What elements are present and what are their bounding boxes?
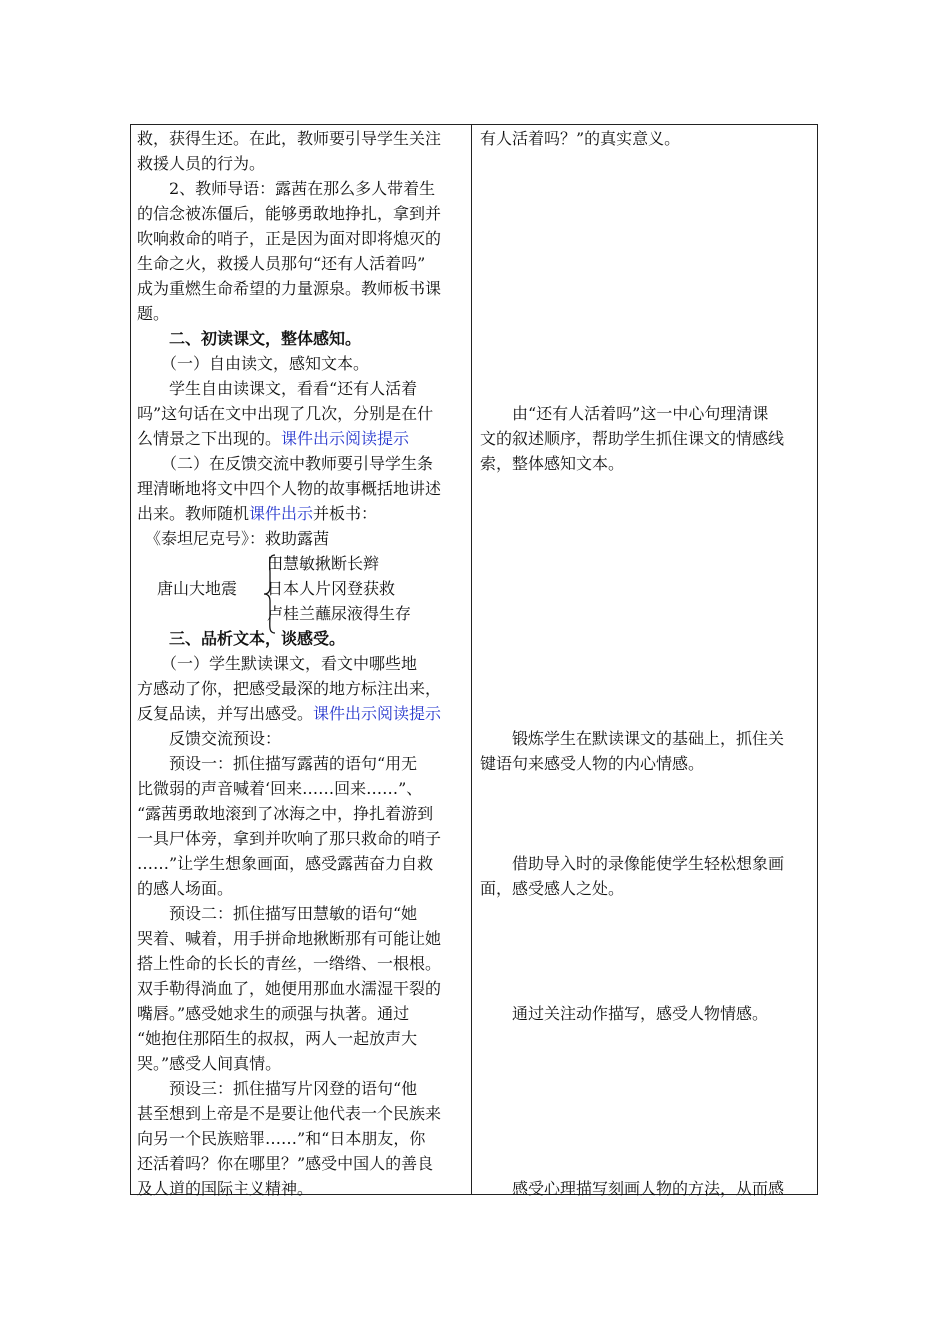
section-heading-2: 二、初读课文，整体感知。 [137, 329, 362, 348]
text-line: 甚至想到上帝是不是要让他代表一个民族来 [137, 1104, 442, 1123]
text-line: 预设二：抓住描写田慧敏的语句“她 [137, 904, 418, 923]
text-line: 通过关注动作描写，感受人物情感。 [480, 1004, 769, 1023]
text-line: 双手勒得淌血了，她便用那血水濡湿干裂的 [137, 979, 442, 998]
text-line [137, 504, 377, 528]
text-line: 2、教师导语：露茜在那么多人带着生 [137, 179, 436, 198]
board-item-1: 田慧敏揪断长辫 [267, 554, 380, 573]
text-span: 反复品读，并写出感受。 [137, 704, 314, 723]
text-span: 么情景之下出现的。 [137, 429, 282, 448]
text-line: 有人活着吗？”的真实意义。 [480, 129, 681, 148]
text-line: 吗”这句话在文中出现了几次，分别是在什 [137, 404, 434, 423]
courseware-link[interactable]: 课件出示阅读提示 [313, 704, 442, 723]
text-line: 由“还有人活着吗”这一中心句理清课 [480, 404, 769, 423]
text-line: （一）自由读文，感知文本。 [137, 354, 370, 373]
text-line: 还活着吗？你在哪里？”感受中国人的善良 [137, 1154, 434, 1173]
text-line: 哭着、喊着，用手拼命地揪断那有可能让她 [137, 929, 442, 948]
column-divider [471, 125, 472, 1194]
text-line: 反馈交流预设： [137, 729, 282, 748]
text-line: 比微弱的声音喊着‘回来……回来……”、 [137, 779, 423, 798]
board-titanic: 《泰坦尼克号》：救助露茜 [145, 529, 330, 548]
text-line: 搭上性命的长长的青丝，一绺绺、一根根。 [137, 954, 442, 973]
board-item-3: 卢桂兰蘸尿液得生存 [267, 604, 412, 623]
text-line: 理清晰地将文中四个人物的故事概括地讲述 [137, 479, 442, 498]
text-line: 的信念被冻僵后，能够勇敢地挣扎，拿到并 [137, 204, 442, 223]
text-line: 锻炼学生在默读课文的基础上，抓住关 [480, 729, 785, 748]
text-line: 题。 [137, 304, 170, 323]
text-line: 一具尸体旁，拿到并吹响了那只救命的哨子 [137, 829, 442, 848]
text-line: （一）学生默读课文，看文中哪些地 [137, 654, 418, 673]
courseware-link[interactable]: 课件出示 [249, 504, 314, 523]
text-line: “露茜勇敢地滚到了冰海之中，挣扎着游到 [137, 804, 434, 823]
text-span: 出来。教师随机 [137, 504, 250, 523]
courseware-link[interactable]: 课件出示阅读提示 [281, 429, 410, 448]
text-line [137, 429, 409, 453]
text-line: 救援人员的行为。 [137, 154, 266, 173]
text-line: 键语句来感受人物的内心情感。 [480, 754, 705, 773]
text-line: 方感动了你，把感受最深的地方标注出来， [137, 679, 442, 698]
text-line: 借助导入时的录像能使学生轻松想象画 [480, 854, 785, 873]
text-line: 吹响救命的哨子，正是因为面对即将熄灭的 [137, 229, 442, 248]
text-line: 索，整体感知文本。 [480, 454, 625, 473]
text-line [137, 704, 441, 728]
text-line: 学生自由读课文，看看“还有人活着 [137, 379, 418, 398]
text-line: 救，获得生还。在此，教师要引导学生关注 [137, 129, 442, 148]
board-item-2: 日本人片冈登获救 [267, 579, 396, 598]
section-heading-3: 三、品析文本，谈感受。 [137, 629, 346, 648]
brace-icon [263, 553, 279, 635]
text-line: 的感人场面。 [137, 879, 234, 898]
text-line: 生命之火，救援人员那句“还有人活着吗” [137, 254, 426, 273]
text-line: 预设三：抓住描写片冈登的语句“他 [137, 1079, 418, 1098]
text-line: ……”让学生想象画面，感受露茜奋力自救 [137, 854, 434, 873]
text-line: 及人道的国际主义精神。 [137, 1179, 314, 1198]
text-line: 面，感受感人之处。 [480, 879, 625, 898]
text-line: 嘴唇。”感受她求生的顽强与执著。通过 [137, 1004, 410, 1023]
text-span: 并板书： [313, 504, 378, 523]
text-line: “她抱住那陌生的叔叔，两人一起放声大 [137, 1029, 418, 1048]
text-line: 文的叙述顺序，帮助学生抓住课文的情感线 [480, 429, 785, 448]
text-line: 哭。”感受人间真情。 [137, 1054, 282, 1073]
text-line: 向另一个民族赔罪……”和“日本朋友，你 [137, 1129, 426, 1148]
text-line: 成为重燃生命希望的力量源泉。教师板书课 [137, 279, 442, 298]
text-line: 预设一：抓住描写露茜的语句“用无 [137, 754, 418, 773]
lesson-plan-table [130, 124, 818, 1198]
text-line: （二）在反馈交流中教师要引导学生条 [137, 454, 434, 473]
text-line: 感受心理描写刻画人物的方法，从而感 [480, 1179, 785, 1198]
board-quake: 唐山大地震 [157, 579, 238, 598]
